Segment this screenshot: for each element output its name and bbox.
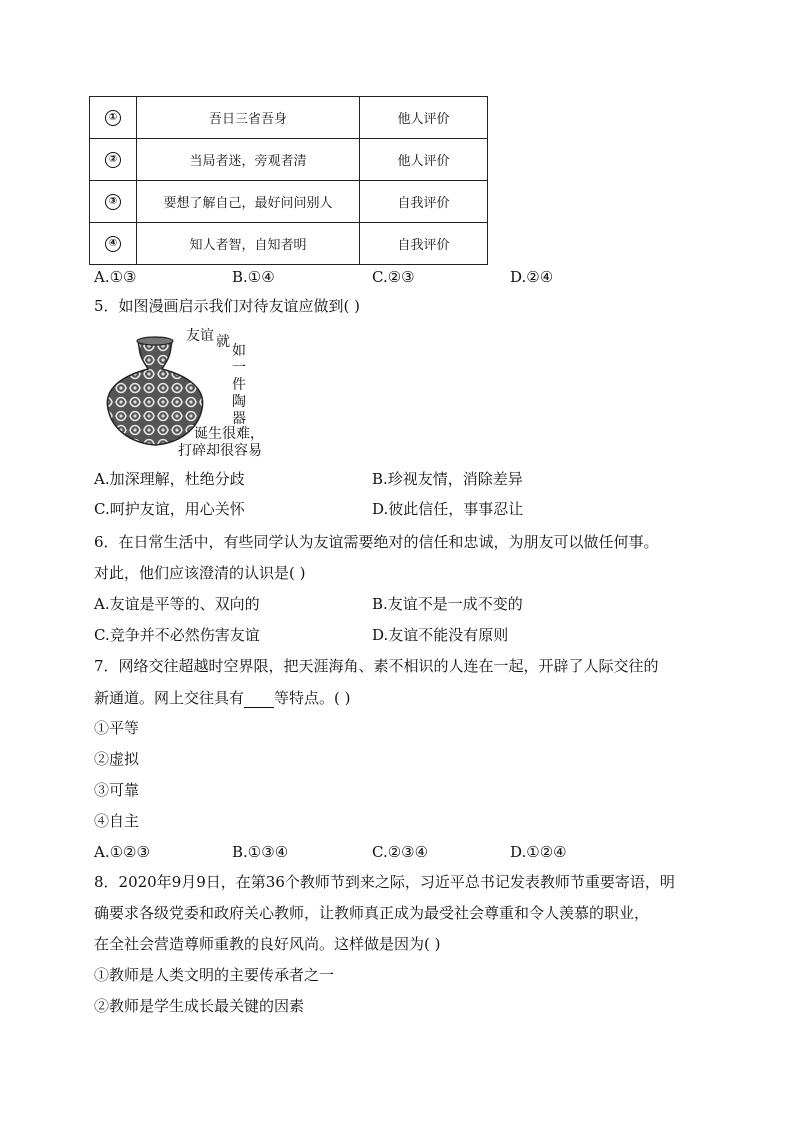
- caption-char: 陶: [232, 394, 246, 410]
- option-b: B.友谊不是一成不变的: [372, 595, 523, 613]
- statement-item: ③可靠: [94, 781, 140, 799]
- saying-cell: 要想了解自己，最好问问别人: [137, 181, 360, 223]
- circled-number: ④: [105, 236, 121, 252]
- option-d: D.彼此信任，事事忍让: [372, 500, 524, 518]
- question-7-line: [94, 688, 351, 708]
- friendship-vase-cartoon: [100, 325, 270, 459]
- option-b: [232, 267, 275, 287]
- option-d: [510, 267, 553, 287]
- statement-item: ②教师是学生成长最关键的因素: [94, 997, 305, 1015]
- circled-number: ③: [105, 194, 121, 210]
- table-row: [90, 181, 488, 223]
- option-b: [232, 842, 288, 862]
- option-letter: D.: [510, 268, 527, 286]
- option-letter: B.: [232, 843, 248, 861]
- option-marks: ①②③: [109, 843, 150, 861]
- table-row: [90, 223, 488, 265]
- question-7-line: 7．网络交往超越时空界限，把天涯海角、素不相识的人连在一起，开辟了人际交往的: [94, 657, 659, 675]
- saying-cell: 知人者智，自知者明: [137, 223, 360, 265]
- option-c: [372, 842, 428, 862]
- evaluation-type-cell: 他人评价: [360, 97, 488, 139]
- option-d: D.友谊不能没有原则: [372, 626, 509, 644]
- option-marks: ①③④: [247, 843, 289, 861]
- statement-item: ②虚拟: [94, 750, 140, 768]
- option-marks: ②③: [387, 268, 415, 286]
- caption-text: 友谊: [186, 328, 214, 344]
- option-marks: ①④: [247, 268, 275, 286]
- option-c: C.竞争并不必然伤害友谊: [94, 626, 260, 644]
- question-8-line: 确要求各级党委和政府关心教师，让教师真正成为最受社会尊重和令人羡慕的职业，: [94, 904, 650, 922]
- statement-item: ①平等: [94, 719, 140, 737]
- table-row: [90, 139, 488, 181]
- circled-number: ②: [105, 152, 121, 168]
- row-number: [90, 223, 137, 265]
- text-segment: 新通道。网上交往具有: [94, 689, 245, 707]
- question-8-line: 在全社会营造尊师重教的良好风尚。这样做是因为( ): [94, 935, 441, 953]
- option-letter: B.: [232, 268, 248, 286]
- option-marks: ①③: [109, 268, 137, 286]
- question-6-line: 6．在日常生活中，有些同学认为友谊需要绝对的信任和忠诚，为朋友可以做任何事。: [94, 533, 659, 551]
- statement-item: ④自主: [94, 812, 140, 830]
- caption-text: 就: [216, 334, 230, 350]
- row-number: [90, 139, 137, 181]
- caption-char: 器: [232, 411, 246, 427]
- text-segment: 等特点。( ): [274, 689, 351, 707]
- option-a: A.友谊是平等的、双向的: [94, 595, 260, 613]
- statement-item: ①教师是人类文明的主要传承者之一: [94, 966, 335, 984]
- option-d: [510, 842, 567, 862]
- option-letter: A.: [94, 843, 110, 861]
- evaluation-type-cell: 他人评价: [360, 139, 488, 181]
- option-marks: ②④: [526, 268, 554, 286]
- question-6-line: 对此，他们应该澄清的认识是( ): [94, 564, 306, 582]
- caption-vertical: [232, 343, 248, 428]
- row-number: [90, 181, 137, 223]
- option-letter: C.: [372, 268, 388, 286]
- question-8-line: 8．2020年9月9日，在第36个教师节到来之际，习近平总书记发表教师节重要寄语，明: [94, 873, 675, 891]
- option-a: [94, 842, 150, 862]
- option-marks: ①②④: [526, 843, 567, 861]
- caption-text: 诞生很难，: [194, 426, 264, 442]
- option-marks: ②③④: [387, 843, 429, 861]
- evaluation-type-cell: 自我评价: [360, 181, 488, 223]
- saying-cell: 吾日三省吾身: [137, 97, 360, 139]
- circled-number: ①: [105, 110, 121, 126]
- question-5-stem: 5．如图漫画启示我们对待友谊应做到( ): [94, 297, 361, 315]
- option-letter: A.: [94, 268, 110, 286]
- fill-blank: [244, 693, 274, 708]
- caption-text: 打碎却很容易: [178, 443, 262, 459]
- saying-cell: 当局者迷，旁观者清: [137, 139, 360, 181]
- option-b: B.珍视友情，消除差异: [372, 470, 523, 488]
- option-a: A.加深理解，杜绝分歧: [94, 470, 245, 488]
- option-letter: D.: [510, 843, 527, 861]
- caption-char: 如: [232, 343, 246, 359]
- option-c: [372, 267, 415, 287]
- option-c: C.呵护友谊，用心关怀: [94, 500, 245, 518]
- table-row: [90, 97, 488, 139]
- caption-char: 一: [232, 360, 246, 376]
- evaluation-table: [89, 96, 488, 265]
- option-a: [94, 267, 137, 287]
- caption-char: 件: [232, 377, 246, 393]
- evaluation-type-cell: 自我评价: [360, 223, 488, 265]
- option-letter: C.: [372, 843, 388, 861]
- row-number: [90, 97, 137, 139]
